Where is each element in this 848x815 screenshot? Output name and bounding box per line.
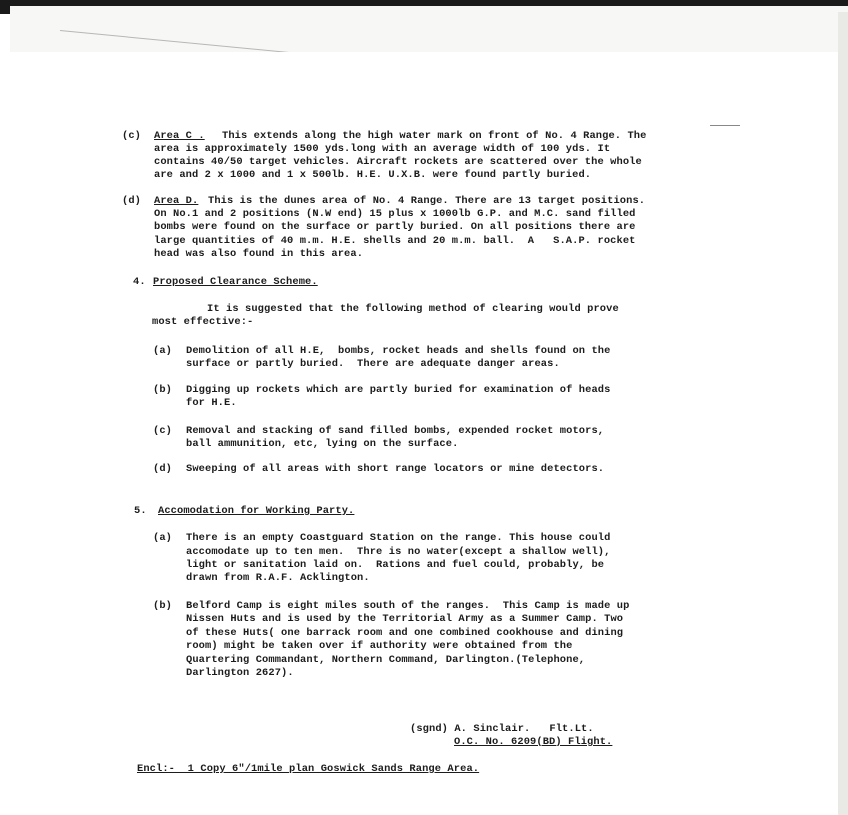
s5-item-b-line-2: Nissen Huts and is used by the Territorial Army as a Summer Camp. Two [186, 613, 624, 625]
section-4-intro-2: most effective:- [152, 316, 254, 328]
area-d-line-1: This is the dunes area of No. 4 Range. There are 13 target positions. [208, 195, 646, 207]
area-d-line-5: head was also found in this area. [154, 248, 364, 260]
area-c-line-1: This extends along the high water mark on front of No. 4 Range. The [222, 130, 647, 142]
s5-item-a-marker: (a) [153, 532, 173, 544]
s5-item-a-line-1: There is an empty Coastguard Station on the range. This house could [186, 532, 611, 544]
s5-item-b-marker: (b) [153, 600, 173, 612]
enclosure-line: Encl:- 1 Copy 6"/1mile plan Goswick Sands Range Area. [137, 763, 480, 775]
area-c-marker: (c) [122, 130, 142, 142]
section-5-number: 5. [134, 505, 147, 517]
area-d-marker: (d) [122, 195, 142, 207]
s4-item-c-line-1: Removal and stacking of sand filled bombs, expended rocket motors, [186, 425, 605, 437]
s5-item-b-line-6: Darlington 2627). [186, 667, 294, 679]
s4-item-b-line-2: for H.E. [186, 397, 237, 409]
s4-item-d-marker: (d) [153, 463, 173, 475]
s5-item-b-line-5: Quartering Commandant, Northern Command, Darlington.(Telephone, [186, 654, 586, 666]
s4-item-c-marker: (c) [153, 425, 173, 437]
s4-item-d-line-1: Sweeping of all areas with short range locators or mine detectors. [186, 463, 605, 475]
s5-item-a-line-4: drawn from R.A.F. Acklington. [186, 572, 370, 584]
area-d-line-2: On No.1 and 2 positions (N.W end) 15 plus x 1000lb G.P. and M.C. sand filled [154, 208, 636, 220]
signature-line-1: (sgnd) A. Sinclair. Flt.Lt. [410, 723, 594, 735]
s4-item-c-line-2: ball ammunition, etc, lying on the surface. [186, 438, 459, 450]
s5-item-b-line-3: of these Huts( one barrack room and one combined cookhouse and dining [186, 627, 624, 639]
s5-item-b-line-1: Belford Camp is eight miles south of the ranges. This Camp is made up [186, 600, 630, 612]
s5-item-a-line-3: light or sanitation laid on. Rations and fuel could, probably, be [186, 559, 605, 571]
s4-item-a-line-1: Demolition of all H.E, bombs, rocket heads and shells found on the [186, 345, 611, 357]
area-d-line-3: bombs were found on the surface or partly buried. On all positions there are [154, 221, 636, 233]
section-4-number: 4. [133, 276, 146, 288]
s5-item-b-line-4: room) might be taken over if authority were obtained from the [186, 640, 573, 652]
s4-item-a-line-2: surface or partly buried. There are adequate danger areas. [186, 358, 560, 370]
s4-item-b-marker: (b) [153, 384, 173, 396]
s4-item-b-line-1: Digging up rockets which are partly buried for examination of heads [186, 384, 611, 396]
s4-item-a-marker: (a) [153, 345, 173, 357]
section-4-heading: Proposed Clearance Scheme. [153, 276, 318, 288]
area-d-heading: Area D. [154, 195, 199, 207]
area-d-line-4: large quantities of 40 m.m. H.E. shells and 20 m.m. ball. A S.A.P. rocket [154, 235, 636, 247]
section-5-heading: Accomodation for Working Party. [158, 505, 355, 517]
s5-item-a-line-2: accomodate up to ten men. Thre is no water(except a shallow well), [186, 546, 611, 558]
area-c-line-2: area is approximately 1500 yds.long with an average width of 100 yds. It [154, 143, 611, 155]
area-c-heading: Area C . [154, 130, 205, 142]
area-c-line-3: contains 40/50 target vehicles. Aircraft rockets are scattered over the whole [154, 156, 642, 168]
signature-line-2: O.C. No. 6209(BD) Flight. [454, 736, 613, 748]
area-c-line-4: are and 2 x 1000 and 1 x 500lb. H.E. U.X.B. were found partly buried. [154, 169, 592, 181]
section-4-intro-1: It is suggested that the following method of clearing would prove [207, 303, 619, 315]
